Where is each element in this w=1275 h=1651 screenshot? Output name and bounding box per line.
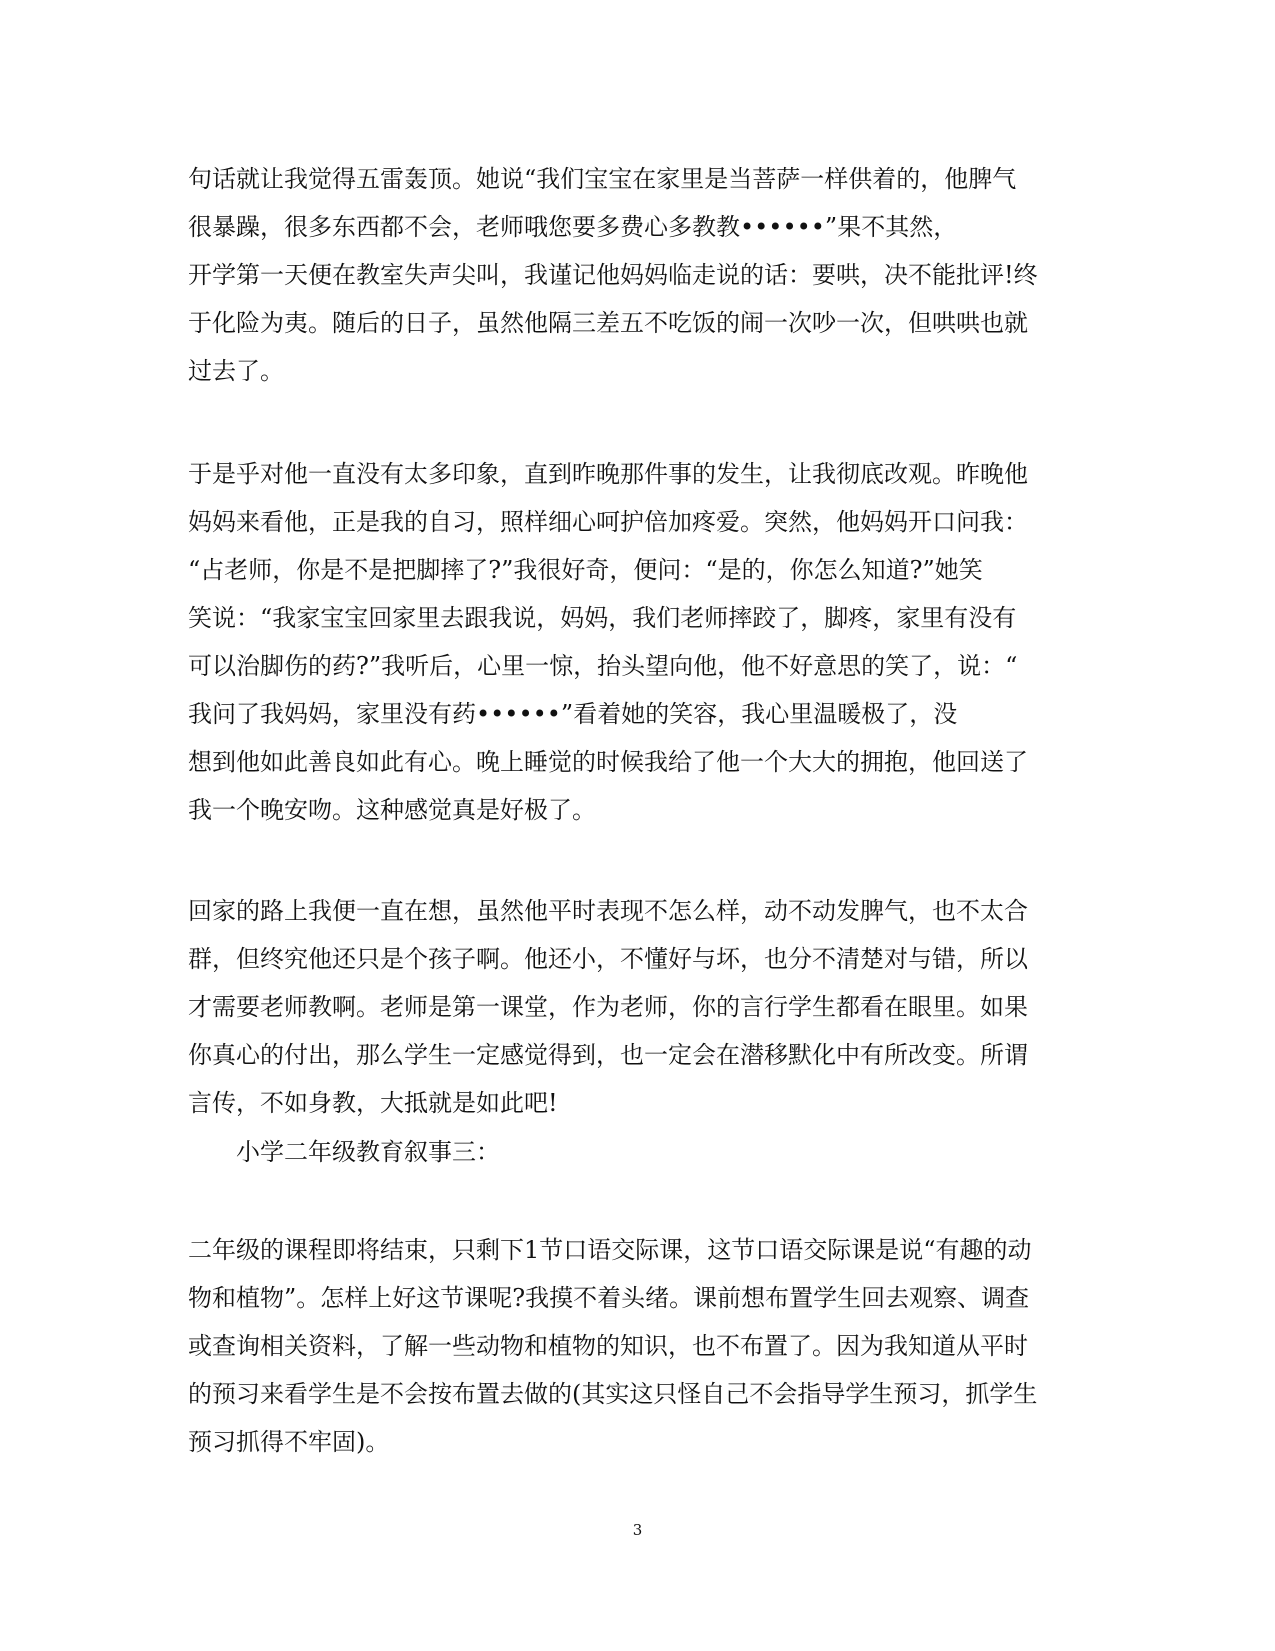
text-line: 开学第一天便在教室失声尖叫，我谨记他妈妈临走说的话：要哄，决不能批评!终: [188, 261, 1038, 289]
paragraph: [188, 155, 1068, 395]
text-line: 群，但终究他还只是个孩子啊。他还小，不懂好与坏，也分不清楚对与错，所以: [188, 945, 1028, 973]
text-line: 预习抓得不牢固)。: [188, 1428, 390, 1456]
text-line: 妈妈来看他，正是我的自习，照样细心呵护倍加疼爱。突然，他妈妈开口问我：: [188, 508, 1028, 536]
text-line: 言传，不如身教，大抵就是如此吧!: [188, 1089, 558, 1117]
text-line: 笑说：“我家宝宝回家里去跟我说，妈妈，我们老师摔跤了，脚疼，家里有没有: [188, 604, 1017, 632]
text-line: 你真心的付出，那么学生一定感觉得到，也一定会在潜移默化中有所改变。所谓: [188, 1041, 1028, 1069]
text-line: 过去了。: [188, 357, 284, 385]
text-line: 的预习来看学生是不会按布置去做的(其实这只怪自己不会指导学生预习，抓学生: [188, 1380, 1038, 1408]
paragraph: [188, 1226, 1068, 1466]
section-heading: [236, 1128, 1116, 1176]
text-line: 我问了我妈妈，家里没有药••••••”看着她的笑容，我心里温暖极了，没: [188, 700, 958, 728]
text-line: 可以治脚伤的药?”我听后，心里一惊，抬头望向他，他不好意思的笑了，说：“: [188, 652, 1018, 680]
text-line: 很暴躁，很多东西都不会，老师哦您要多费心多教教••••••”果不其然，: [188, 213, 958, 241]
text-line: 回家的路上我便一直在想，虽然他平时表现不怎么样，动不动发脾气，也不太合: [188, 897, 1028, 925]
text-line: “占老师，你是不是把脚摔了?”我很好奇，便问：“是的，你怎么知道?”她笑: [188, 556, 983, 584]
text-line: 我一个晚安吻。这种感觉真是好极了。: [188, 796, 596, 824]
heading-text: 小学二年级教育叙事三：: [236, 1138, 500, 1166]
text-line: 想到他如此善良如此有心。晚上睡觉的时候我给了他一个大大的拥抱，他回送了: [188, 748, 1028, 776]
text-line: 二年级的课程即将结束，只剩下1节口语交际课，这节口语交际课是说“有趣的动: [188, 1236, 1032, 1264]
page-number: 3: [632, 1521, 643, 1539]
paragraph: [188, 450, 1068, 834]
text-line: 句话就让我觉得五雷轰顶。她说“我们宝宝在家里是当菩萨一样供着的，他脾气: [188, 165, 1017, 193]
text-line: 于化险为夷。随后的日子，虽然他隔三差五不吃饭的闹一次吵一次，但哄哄也就: [188, 309, 1028, 337]
text-line: 物和植物”。怎样上好这节课呢?我摸不着头绪。课前想布置学生回去观察、调查: [188, 1284, 1030, 1312]
paragraph: [188, 887, 1068, 1127]
text-line: 或查询相关资料，了解一些动物和植物的知识，也不布置了。因为我知道从平时: [188, 1332, 1028, 1360]
text-line: 于是乎对他一直没有太多印象，直到昨晚那件事的发生，让我彻底改观。昨晚他: [188, 460, 1028, 488]
text-line: 才需要老师教啊。老师是第一课堂，作为老师，你的言行学生都看在眼里。如果: [188, 993, 1028, 1021]
